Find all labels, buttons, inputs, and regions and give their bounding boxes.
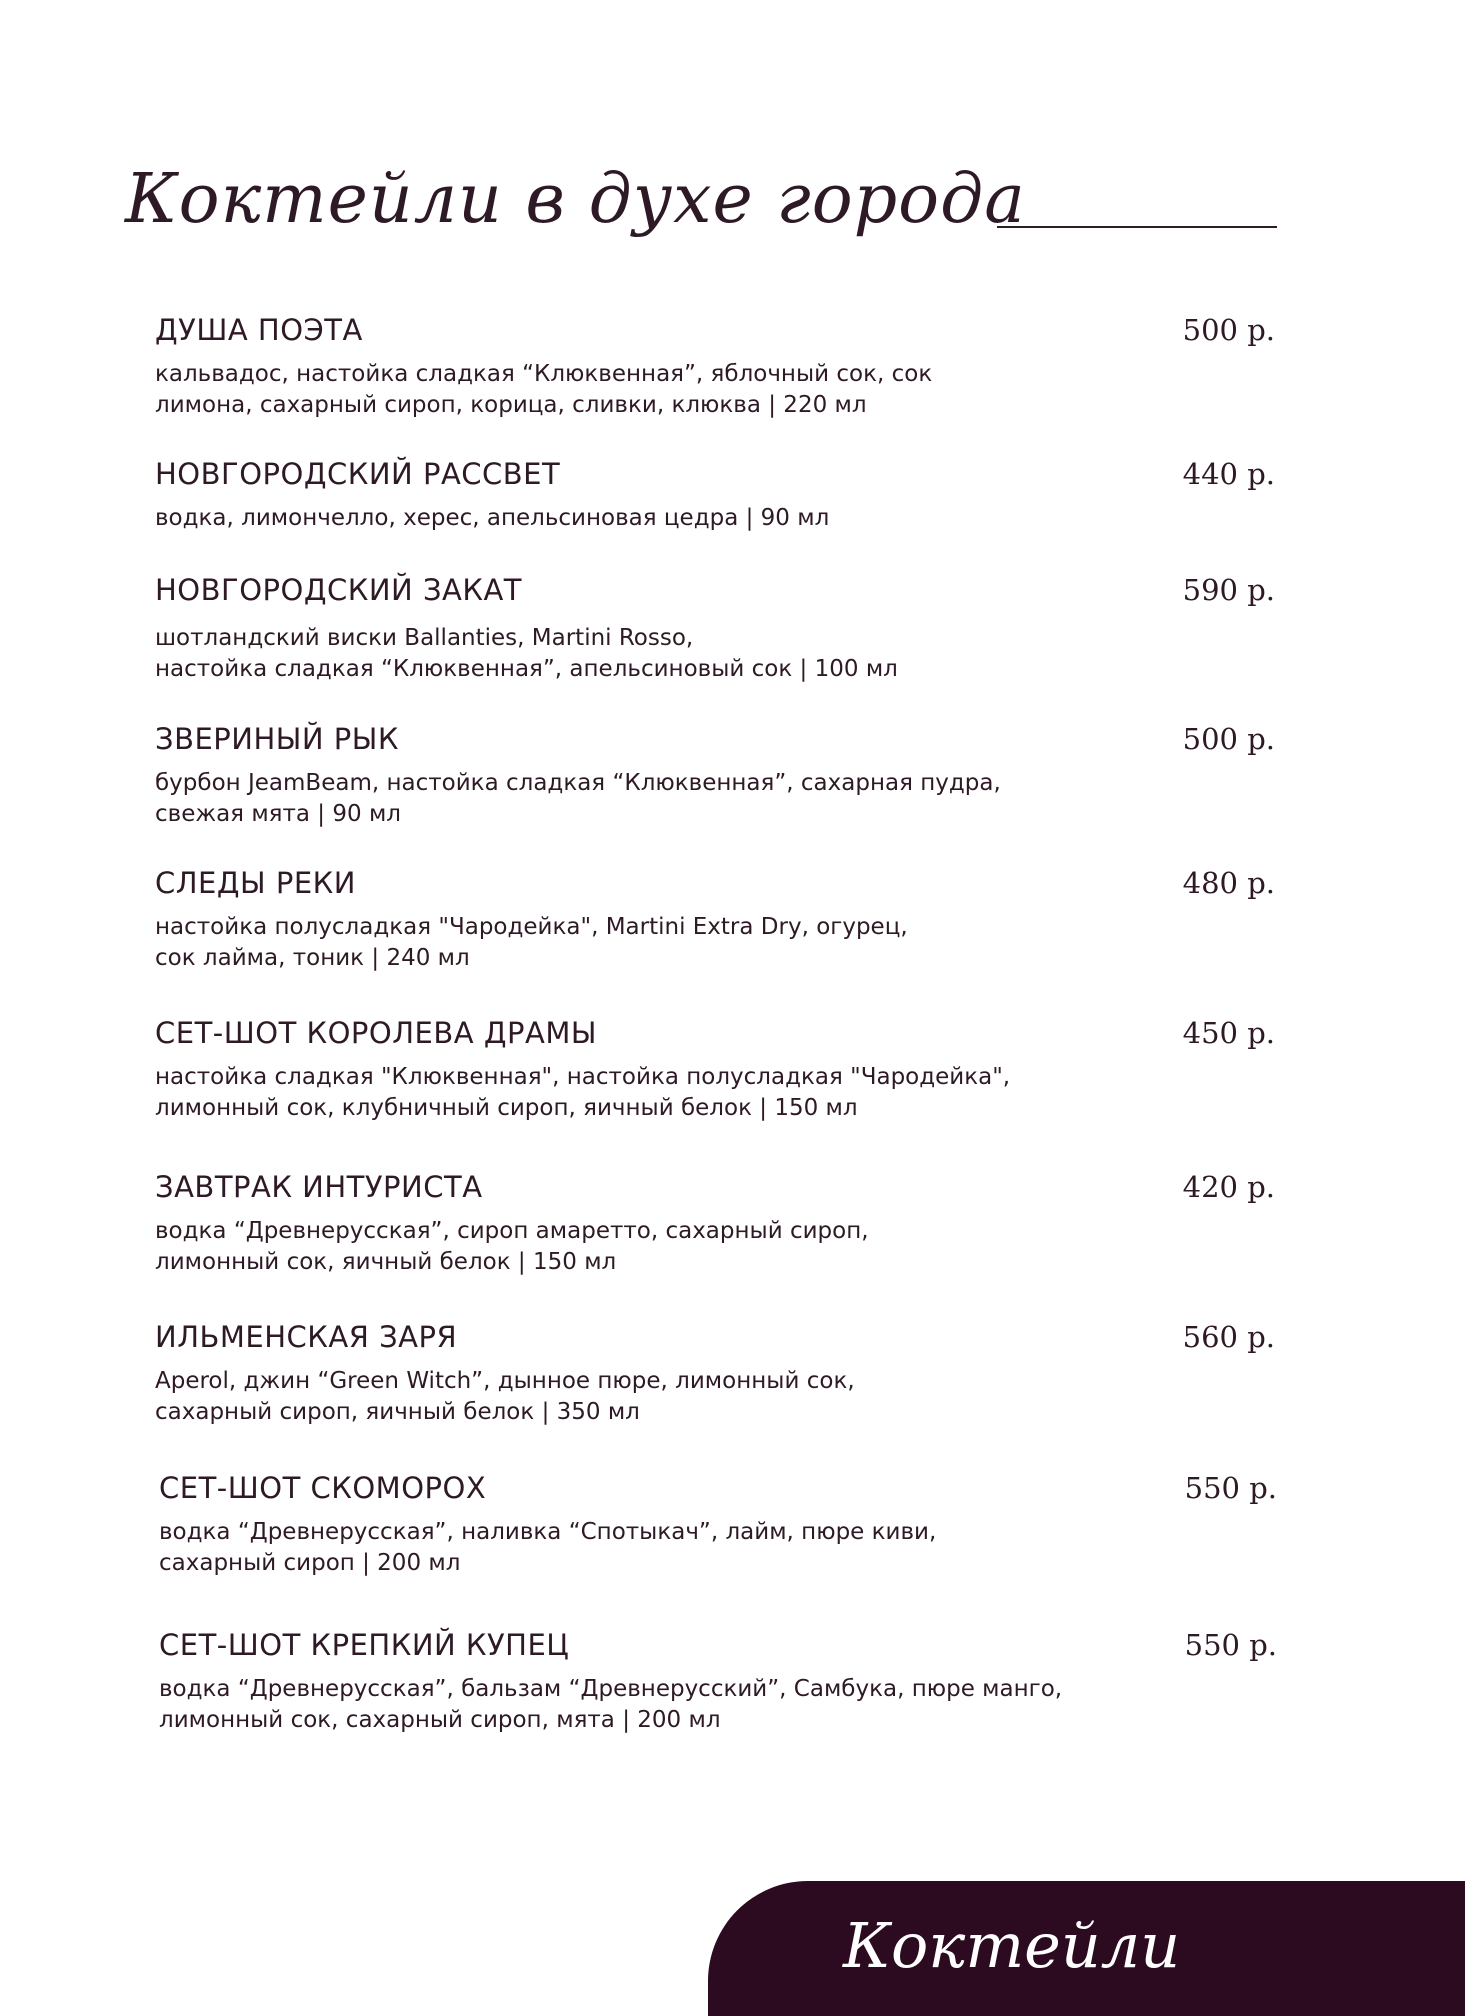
description-line: лимонный сок, яичный белок | 150 мл: [155, 1249, 617, 1275]
description-line: Aperol, джин “Green Witch”, дынное пюре, лимонный сок,: [155, 1368, 855, 1394]
item-name: СЕТ-ШОТ КРЕПКИЙ КУПЕЦ: [159, 1628, 570, 1662]
item-description: [155, 623, 1115, 685]
item-price: 550 р.: [1184, 1471, 1277, 1505]
item-price: 450 р.: [1182, 1016, 1275, 1050]
item-description: [155, 1216, 1115, 1278]
footer-tab: [708, 1881, 1465, 2016]
page-title: Коктейли в духе города: [125, 160, 1026, 239]
description-line: сахарный сироп | 200 мл: [159, 1550, 461, 1576]
item-name: НОВГОРОДСКИЙ РАССВЕТ: [155, 457, 561, 491]
item-description: [155, 768, 1115, 830]
description-line: настойка сладкая "Клюквенная", настойка полусладкая "Чародейка",: [155, 1064, 1011, 1090]
description-line: бурбон JeamBeam, настойка сладкая “Клюквенная”, сахарная пудра,: [155, 770, 1001, 796]
description-line: водка, лимончелло, херес, апельсиновая цедра | 90 мл: [155, 505, 830, 531]
item-description: [159, 1517, 1119, 1579]
item-description: [159, 1674, 1119, 1736]
item-price: 560 р.: [1182, 1320, 1275, 1354]
item-name: СЕТ-ШОТ СКОМОРОХ: [159, 1471, 487, 1505]
description-line: лимонный сок, сахарный сироп, мята | 200 мл: [159, 1707, 721, 1733]
item-price: 500 р.: [1182, 722, 1275, 756]
description-line: настойка полусладкая "Чародейка", Martini Extra Dry, огурец,: [155, 914, 908, 940]
description-line: свежая мята | 90 мл: [155, 801, 401, 827]
item-name: ЗВЕРИНЫЙ РЫК: [155, 722, 399, 756]
item-price: 550 р.: [1184, 1628, 1277, 1662]
description-line: шотландский виски Ballanties, Martini Rosso,: [155, 625, 694, 651]
item-price: 420 р.: [1182, 1170, 1275, 1204]
description-line: лимона, сахарный сироп, корица, сливки, клюква | 220 мл: [155, 392, 867, 418]
item-name: ЗАВТРАК ИНТУРИСТА: [155, 1170, 483, 1204]
item-price: 440 р.: [1182, 457, 1275, 491]
footer-label: Коктейли: [843, 1909, 1181, 1982]
description-line: сок лайма, тоник | 240 мл: [155, 945, 470, 971]
item-description: [155, 912, 1115, 974]
description-line: водка “Древнерусская”, наливка “Спотыкач”, лайм, пюре киви,: [159, 1519, 937, 1545]
item-price: 590 р.: [1182, 573, 1275, 607]
description-line: водка “Древнерусская”, сироп амаретто, сахарный сироп,: [155, 1218, 869, 1244]
item-name: ДУША ПОЭТА: [155, 313, 363, 347]
description-line: лимонный сок, клубничный сироп, яичный белок | 150 мл: [155, 1095, 858, 1121]
description-line: настойка сладкая “Клюквенная”, апельсиновый сок | 100 мл: [155, 656, 898, 682]
item-name: НОВГОРОДСКИЙ ЗАКАТ: [155, 573, 523, 607]
item-description: [155, 503, 1115, 534]
item-name: СЕТ-ШОТ КОРОЛЕВА ДРАМЫ: [155, 1016, 597, 1050]
description-line: водка “Древнерусская”, бальзам “Древнерусский”, Самбука, пюре манго,: [159, 1676, 1063, 1702]
item-name: СЛЕДЫ РЕКИ: [155, 866, 356, 900]
description-line: кальвадос, настойка сладкая “Клюквенная”, яблочный сок, сок: [155, 361, 933, 387]
description-line: сахарный сироп, яичный белок | 350 мл: [155, 1399, 640, 1425]
item-name: ИЛЬМЕНСКАЯ ЗАРЯ: [155, 1320, 458, 1354]
item-description: [155, 1062, 1115, 1124]
item-price: 500 р.: [1182, 313, 1275, 347]
title-divider: [997, 226, 1277, 228]
item-price: 480 р.: [1182, 866, 1275, 900]
item-description: [155, 359, 1115, 421]
item-description: [155, 1366, 1115, 1428]
